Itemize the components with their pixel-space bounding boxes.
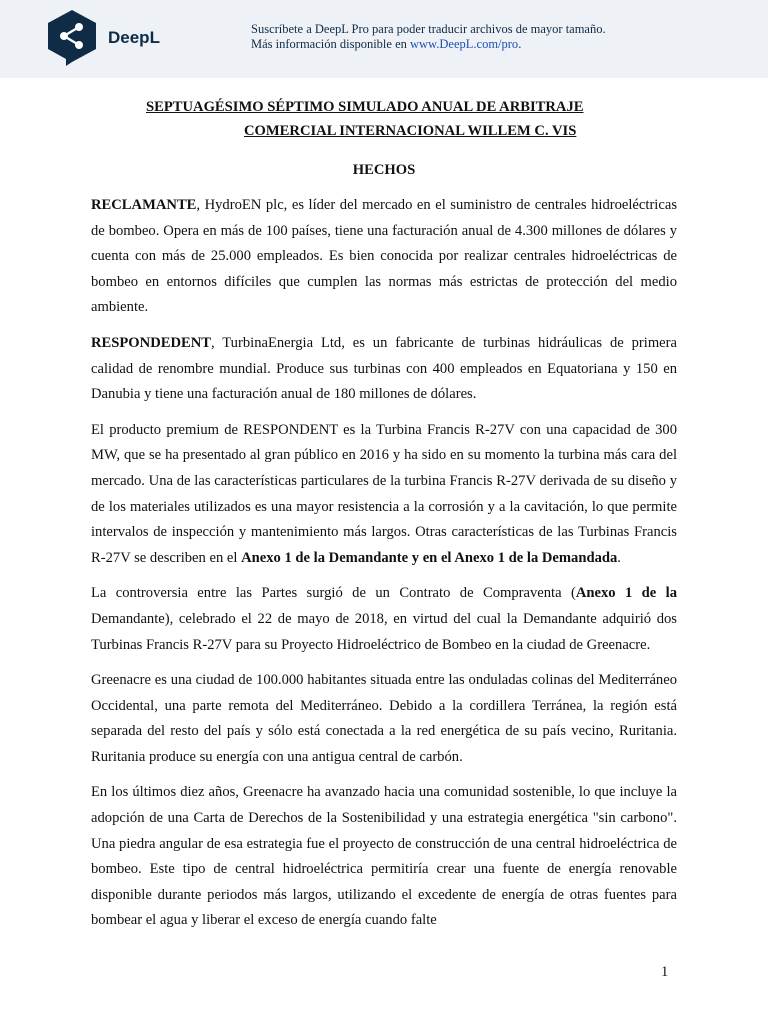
promo-line-2-suffix: . xyxy=(518,37,522,51)
respondent-label: RESPONDEDENT xyxy=(91,334,212,351)
controversy-text: La controversia entre las Partes surgió de un Contrato de Compraventa ( xyxy=(91,585,576,602)
deepl-logo-icon xyxy=(46,9,98,67)
deepl-banner xyxy=(0,0,768,78)
deepl-logo[interactable] xyxy=(46,9,160,67)
claimant-text: , HydroEN plc, es líder del mercado en el suministro de centrales hidroeléctricas de bombeo. Opera en más de 100 países, tiene una facturación anual de 4.300 millones de dólares y cuenta con más de 25.000 empleados. Es bien conocida por realizar centrales hidroeléctricas de bombeo en entornos difíciles que cumplen las normas más estrictas de protección del medio ambiente. xyxy=(91,197,677,316)
greenacre-text: Greenacre es una ciudad de 100.000 habitantes situada entre las onduladas colinas del Mediterráneo Occidental, una parte remota del Mediterráneo. Debido a la cordillera Terránea, la región está separada del resto del país y sólo está conectada a la red energética de su país vecino, Ruritania. Ruritania produce su energía con una antigua central de carbón. xyxy=(91,672,677,765)
product-text-end: . xyxy=(617,549,621,566)
paragraph-greenacre xyxy=(91,668,677,770)
promo-line-2-prefix: Más información disponible en xyxy=(251,37,410,51)
page-number: 1 xyxy=(661,964,669,980)
paragraph-respondent xyxy=(91,331,677,408)
paragraph-claimant xyxy=(91,193,677,321)
promo-text xyxy=(251,22,606,52)
sustainability-text: En los últimos diez años, Greenacre ha avanzado hacia una comunidad sostenible, lo que incluye la adopción de una Carta de Derechos de la Sostenibilidad y una estrategia energética "sin carbono". Una piedra angular de esa estrategia fue el proyecto de construcción de una central hidroeléctrica de bombeo. Este tipo de central hidroeléctrica permitiría crear una fuente de energía renovable disponible durante periodos más largos, utilizando el excedente de energía de otras fuentes para bombear el agua y liberar el exceso de energía cuando falte xyxy=(91,784,677,929)
document-title-line-2: COMERCIAL INTERNACIONAL WILLEM C. VIS xyxy=(244,123,577,139)
product-text: El producto premium de RESPONDENT es la Turbina Francis R-27V con una capacidad de 300 MW, que se ha presentado al gran público en 2016 y ha sido en su momento la turbina más cara del mercado. Una de las características particulares de la turbina Francis R-27V derivada de su diseño y de los materiales utilizados es una mayor resistencia a la corrosión y a la cavitación, lo que permite intervalos de inspección y mantenimiento más largos. Otras características de las Turbinas Francis R-27V se describen en el xyxy=(91,421,677,566)
deepl-pro-link[interactable]: www.DeepL.com/pro xyxy=(410,37,519,51)
paragraph-sustainability xyxy=(91,780,677,934)
controversy-text-2: Demandante), celebrado el 22 de mayo de 2018, en virtud del cual la Demandante adquirió dos Turbinas Francis R-27V para su Proyecto Hidroeléctrico de Bombeo en la ciudad de Greenacre. xyxy=(91,610,677,653)
paragraph-controversy xyxy=(91,581,677,658)
document-body xyxy=(91,95,677,944)
deepl-logo-text: DeepL xyxy=(108,28,160,47)
document-title-line-1: SEPTUAGÉSIMO SÉPTIMO SIMULADO ANUAL DE ARBITRAJE xyxy=(146,99,584,115)
paragraph-product xyxy=(91,418,677,572)
claimant-label: RECLAMANTE xyxy=(91,197,197,213)
respondent-text: , TurbinaEnergia Ltd, es un fabricante de turbinas hidráulicas de primera calidad de renombre mundial. Produce sus turbinas con 400 empleados en Equatoriana y 150 en Danubia y tiene una facturación anual de 180 millones de dólares. xyxy=(91,334,677,403)
product-annex-ref: Anexo 1 de la Demandante y en el Anexo 1 de la Demandada xyxy=(241,549,618,566)
promo-line-2 xyxy=(251,37,606,52)
promo-line-1: Suscríbete a DeepL Pro para poder traducir archivos de mayor tamaño. xyxy=(251,22,606,36)
section-heading: HECHOS xyxy=(352,162,416,178)
controversy-annex-ref: Anexo 1 de la xyxy=(575,585,678,602)
